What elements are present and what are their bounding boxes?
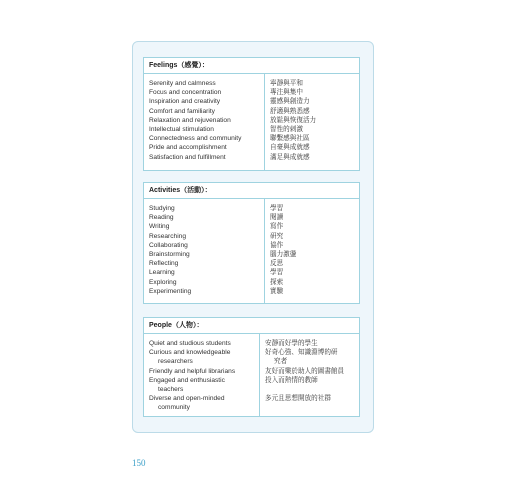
feelings-item-zh: 智性的刺激 bbox=[270, 125, 303, 134]
people-item-en: Friendly and helpful librarians bbox=[149, 367, 236, 375]
activities-item-en: Writing bbox=[149, 223, 170, 231]
people-item-en: Curious and knowledgeable bbox=[149, 349, 231, 357]
activities-item-en: Collaborating bbox=[149, 241, 188, 249]
feelings-item-en: Connectedness and community bbox=[149, 135, 242, 143]
activities-item-en: Brainstorming bbox=[149, 251, 190, 259]
activities-item-zh: 寫作 bbox=[270, 222, 284, 231]
feelings-item-en: Inspiration and creativity bbox=[149, 98, 221, 106]
activities-item-zh: 閱讀 bbox=[270, 213, 284, 222]
activities-item-zh: 探索 bbox=[270, 277, 284, 286]
people-item-en: community bbox=[158, 404, 190, 412]
people-item-en: Engaged and enthusiastic bbox=[149, 376, 225, 384]
feelings-item-zh: 聯繫感與社區 bbox=[270, 134, 310, 143]
feelings-chinese-column bbox=[265, 74, 359, 170]
activities-item-zh: 學習 bbox=[270, 204, 284, 212]
people-item-zh: 安靜而好學的學生 bbox=[265, 339, 318, 347]
feelings-english-column bbox=[144, 74, 265, 170]
page-number: 150 bbox=[132, 458, 146, 468]
activities-item-en: Experimenting bbox=[149, 287, 192, 295]
feelings-item-zh: 寧靜與平和 bbox=[270, 79, 303, 87]
activities-item-en: Researching bbox=[149, 232, 187, 240]
people-item-zh bbox=[265, 403, 359, 412]
activities-title: Activities（活動）： bbox=[144, 183, 359, 199]
activities-item-en: Exploring bbox=[149, 278, 177, 286]
activities-item-zh: 學習 bbox=[270, 268, 284, 277]
feelings-item-en: Focus and concentration bbox=[149, 89, 222, 97]
feelings-title: Feelings（感覺）： bbox=[144, 58, 359, 74]
activities-section bbox=[143, 182, 360, 304]
feelings-item-zh: 靈感與創造力 bbox=[270, 97, 310, 106]
activities-chinese-column bbox=[265, 199, 359, 303]
people-item-en: researchers bbox=[158, 358, 193, 366]
feelings-item-en: Serenity and calmness bbox=[149, 80, 216, 87]
people-item-en: Diverse and open-minded bbox=[149, 395, 225, 403]
activities-item-zh: 腦力激盪 bbox=[270, 250, 297, 259]
feelings-item-en: Relaxation and rejuvenation bbox=[149, 116, 231, 124]
feelings-item-en: Intellectual stimulation bbox=[149, 126, 214, 134]
feelings-item-zh: 滿足與成就感 bbox=[270, 152, 310, 161]
activities-item-zh: 協作 bbox=[270, 240, 284, 249]
people-item-zh: 投入而熱情的教師 bbox=[265, 375, 318, 384]
activities-item-en: Learning bbox=[149, 269, 175, 277]
activities-item-zh: 實驗 bbox=[270, 286, 284, 295]
activities-item-en: Studying bbox=[149, 205, 175, 212]
people-english-column bbox=[144, 334, 260, 416]
people-item-en: Quiet and studious students bbox=[149, 340, 231, 347]
feelings-item-zh: 專注與集中 bbox=[270, 88, 303, 97]
people-chinese-column bbox=[260, 334, 359, 416]
feelings-item-en: Satisfaction and fulfillment bbox=[149, 153, 226, 161]
people-item-zh: 好奇心強、知識淵博的研 bbox=[265, 348, 338, 357]
feelings-item-en: Pride and accomplishment bbox=[149, 144, 227, 152]
activities-item-en: Reading bbox=[149, 214, 174, 222]
activities-item-en: Reflecting bbox=[149, 260, 179, 268]
people-item-zh bbox=[265, 385, 359, 394]
activities-item-zh: 研究 bbox=[270, 231, 284, 240]
activities-item-zh: 反思 bbox=[270, 259, 284, 268]
people-title: People（人物）： bbox=[144, 318, 359, 334]
feelings-section bbox=[143, 57, 360, 171]
people-item-zh: 究者 bbox=[274, 357, 288, 366]
feelings-item-zh: 放鬆與恢復活力 bbox=[270, 115, 317, 124]
feelings-item-zh: 自豪與成就感 bbox=[270, 143, 310, 152]
people-item-zh: 多元且思想開放的社群 bbox=[265, 394, 331, 403]
people-item-zh: 友好而樂於助人的圖書館員 bbox=[265, 366, 345, 375]
people-item-en: teachers bbox=[158, 386, 184, 394]
feelings-item-zh: 舒適與熟悉感 bbox=[270, 106, 310, 115]
people-section bbox=[143, 317, 360, 417]
feelings-item-en: Comfort and familiarity bbox=[149, 107, 215, 115]
activities-english-column bbox=[144, 199, 265, 303]
